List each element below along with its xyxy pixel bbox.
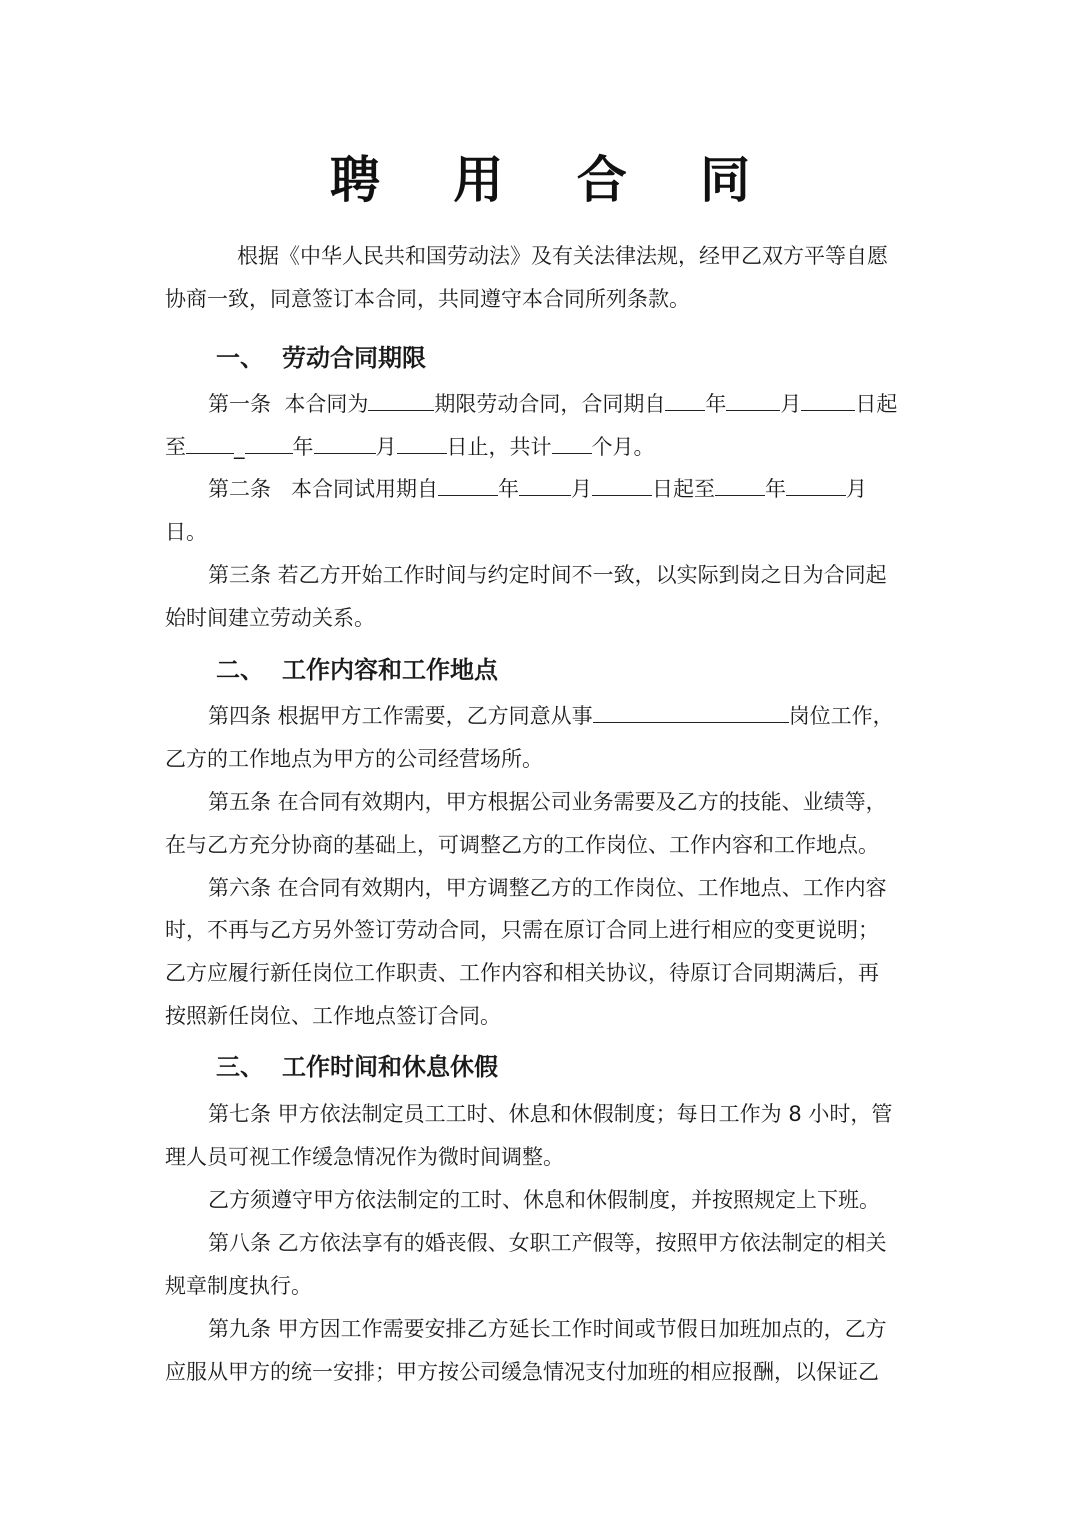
article-label: 第一条 xyxy=(208,392,271,416)
contract-title: 聘 用 合 同 xyxy=(329,151,779,209)
text: 期限劳动合同，合同期自 xyxy=(434,392,666,416)
article-2-line-2: 日。 xyxy=(165,520,207,544)
text: 本合同为 xyxy=(284,392,369,416)
blank-field-end-month[interactable] xyxy=(314,431,376,454)
text: 月 xyxy=(780,392,802,416)
blank-field-trial-start-month[interactable] xyxy=(519,473,571,496)
section-title: 工作内容和工作地点 xyxy=(282,656,498,684)
text: 个月。 xyxy=(591,435,655,459)
blank-field-end-day[interactable] xyxy=(397,431,447,454)
article-8-line-2: 规章制度执行。 xyxy=(165,1274,312,1298)
section-number: 一、 xyxy=(216,344,264,372)
article-label: 第二条 xyxy=(208,477,271,501)
intro-line-2: 协商一致，同意签订本合同，共同遵守本合同所列条款。 xyxy=(165,287,690,311)
section-title: 工作时间和休息休假 xyxy=(282,1053,498,1081)
article-1-line-2 xyxy=(165,431,925,463)
blank-field-term-type[interactable] xyxy=(368,388,434,411)
text: 年 xyxy=(498,477,520,501)
text: 日起至 xyxy=(652,477,716,501)
article-6-line-3: 乙方应履行新任岗位工作职责、工作内容和相关协议，待原订合同期满后，再 xyxy=(165,961,879,985)
article-7-line-1: 第七条 甲方依法制定员工工时、休息和休假制度；每日工作为 8 小时，管 xyxy=(208,1102,893,1126)
article-4-line-1 xyxy=(208,700,918,732)
text: 年 xyxy=(705,392,727,416)
article-5-line-1: 第五条 在合同有效期内，甲方根据公司业务需要及乙方的技能、业绩等， xyxy=(208,790,887,814)
text: 本合同试用期自 xyxy=(291,477,439,501)
article-5-line-2: 在与乙方充分协商的基础上，可调整乙方的工作岗位、工作内容和工作地点。 xyxy=(165,833,879,857)
article-8-line-1: 第八条 乙方依法享有的婚丧假、女职工产假等，按照甲方依法制定的相关 xyxy=(208,1231,887,1255)
article-6-line-4: 按照新任岗位、工作地点签订合同。 xyxy=(165,1004,501,1028)
article-3-line-1: 第三条 若乙方开始工作时间与约定时间不一致，以实际到岗之日为合同起 xyxy=(208,563,887,587)
blank-field-trial-start-day[interactable] xyxy=(592,473,652,496)
blank-field-start-month[interactable] xyxy=(726,388,780,411)
blank-field-trial-end-month[interactable] xyxy=(786,473,846,496)
blank-field-trial-start-year[interactable] xyxy=(438,473,498,496)
article-3-line-2: 始时间建立劳动关系。 xyxy=(165,606,375,630)
blank-field-end-year-b[interactable] xyxy=(245,431,293,454)
article-6-line-2: 时，不再与乙方另外签订劳动合同，只需在原订合同上进行相应的变更说明； xyxy=(165,918,879,942)
article-7-line-3: 乙方须遵守甲方依法制定的工时、休息和休假制度，并按照规定上下班。 xyxy=(208,1188,880,1212)
text: 月 xyxy=(571,477,593,501)
article-1-line-1 xyxy=(208,388,918,420)
article-4-line-2: 乙方的工作地点为甲方的公司经营场所。 xyxy=(165,747,543,771)
text: 日起 xyxy=(855,392,898,416)
section-number: 二、 xyxy=(216,656,264,684)
blank-field-months[interactable] xyxy=(552,431,592,454)
article-9-line-1: 第九条 甲方因工作需要安排乙方延长工作时间或节假日加班加点的，乙方 xyxy=(208,1317,887,1341)
text: 岗位工作， xyxy=(788,704,894,728)
text: 月 xyxy=(375,435,397,459)
text: 第四条 根据甲方工作需要，乙方同意从事 xyxy=(208,704,593,728)
blank-field-start-day[interactable] xyxy=(801,388,855,411)
article-7-line-2: 理人员可视工作缓急情况作为微时间调整。 xyxy=(165,1145,564,1169)
section-title: 劳动合同期限 xyxy=(282,344,426,372)
article-2-line-1 xyxy=(208,473,918,505)
text: 年 xyxy=(292,435,314,459)
text: 年 xyxy=(765,477,787,501)
intro-line-1: 根据《中华人民共和国劳动法》及有关法律法规，经甲乙双方平等自愿 xyxy=(237,244,888,268)
blank-field-position[interactable] xyxy=(593,700,789,723)
article-9-line-2: 应服从甲方的统一安排；甲方按公司缓急情况支付加班的相应报酬，以保证乙 xyxy=(165,1360,879,1384)
blank-field-start-year[interactable] xyxy=(665,388,705,411)
article-6-line-1: 第六条 在合同有效期内，甲方调整乙方的工作岗位、工作地点、工作内容 xyxy=(208,876,887,900)
text: _ xyxy=(234,435,245,459)
blank-field-trial-end-year[interactable] xyxy=(715,473,765,496)
blank-field-end-year-a[interactable] xyxy=(186,431,234,454)
text: 至 xyxy=(165,435,186,459)
text: 月 xyxy=(846,477,868,501)
section-number: 三、 xyxy=(216,1053,264,1081)
text: 日止，共计 xyxy=(446,435,552,459)
